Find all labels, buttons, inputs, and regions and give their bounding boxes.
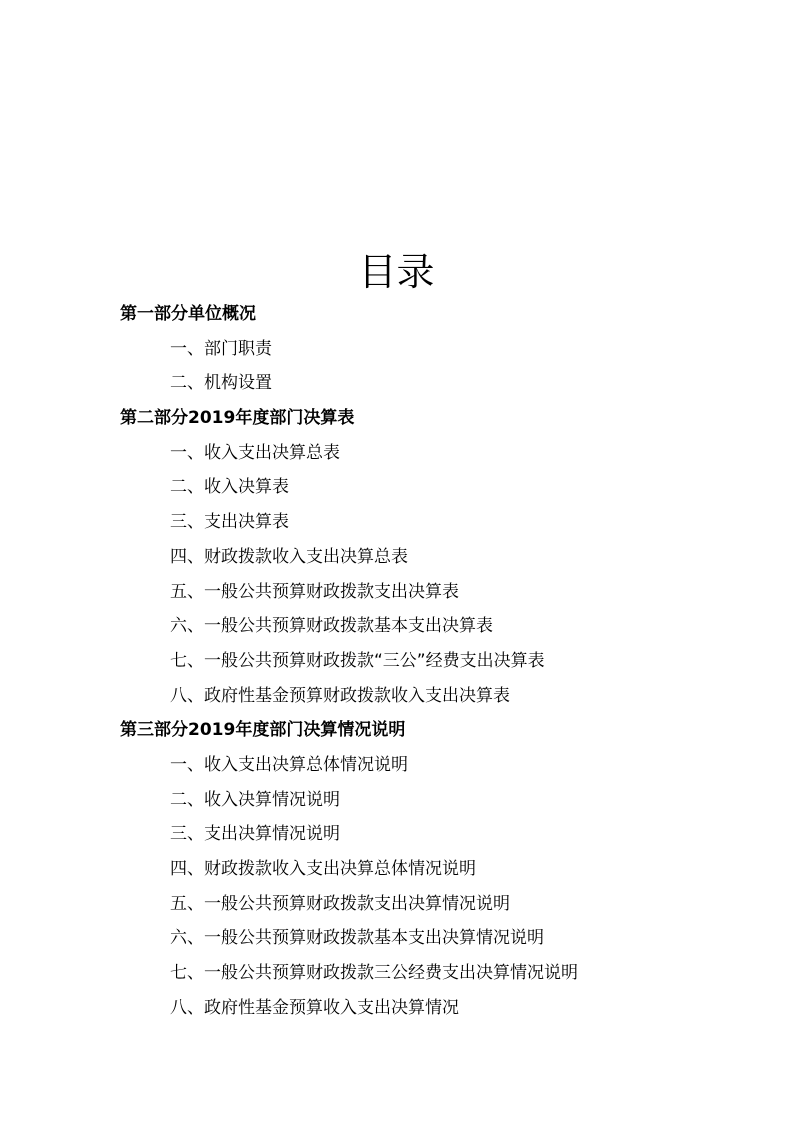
toc-item: 二、机构设置 <box>170 373 272 394</box>
toc-item: 四、财政拨款收入支出决算总体情况说明 <box>170 859 476 879</box>
toc-section-heading: 第二部分2019年度部门决算表 <box>120 408 355 429</box>
toc-item: 二、收入决算表 <box>170 477 289 498</box>
toc-item: 五、一般公共预算财政拨款支出决算表 <box>170 581 459 602</box>
toc-item: 七、一般公共预算财政拨款三公经费支出决算情况说明 <box>170 963 578 984</box>
toc-item: 二、收入决算情况说明 <box>170 789 340 810</box>
toc-section-heading: 第三部分2019年度部门决算情况说明 <box>120 720 406 741</box>
toc-item: 一、收入支出决算总表 <box>170 442 340 463</box>
toc-item: 一、收入支出决算总体情况说明 <box>170 754 408 775</box>
toc-item: 六、一般公共预算财政拨款基本支出决算表 <box>170 616 493 637</box>
table-of-contents <box>0 297 793 1025</box>
toc-section-heading: 第一部分单位概况 <box>120 304 256 324</box>
toc-item: 四、财政拨款收入支出决算总表 <box>170 546 408 567</box>
page-title: 目录 <box>358 250 435 294</box>
toc-item: 三、支出决算情况说明 <box>170 824 340 845</box>
toc-item: 一、部门职责 <box>170 338 272 359</box>
toc-item: 五、一般公共预算财政拨款支出决算情况说明 <box>170 893 510 914</box>
toc-item: 三、支出决算表 <box>170 512 289 533</box>
toc-item: 六、一般公共预算财政拨款基本支出决算情况说明 <box>170 928 544 949</box>
toc-item: 八、政府性基金预算财政拨款收入支出决算表 <box>170 685 510 706</box>
toc-item: 八、政府性基金预算收入支出决算情况 <box>170 997 459 1018</box>
toc-item: 七、一般公共预算财政拨款“三公”经费支出决算表 <box>170 650 545 671</box>
